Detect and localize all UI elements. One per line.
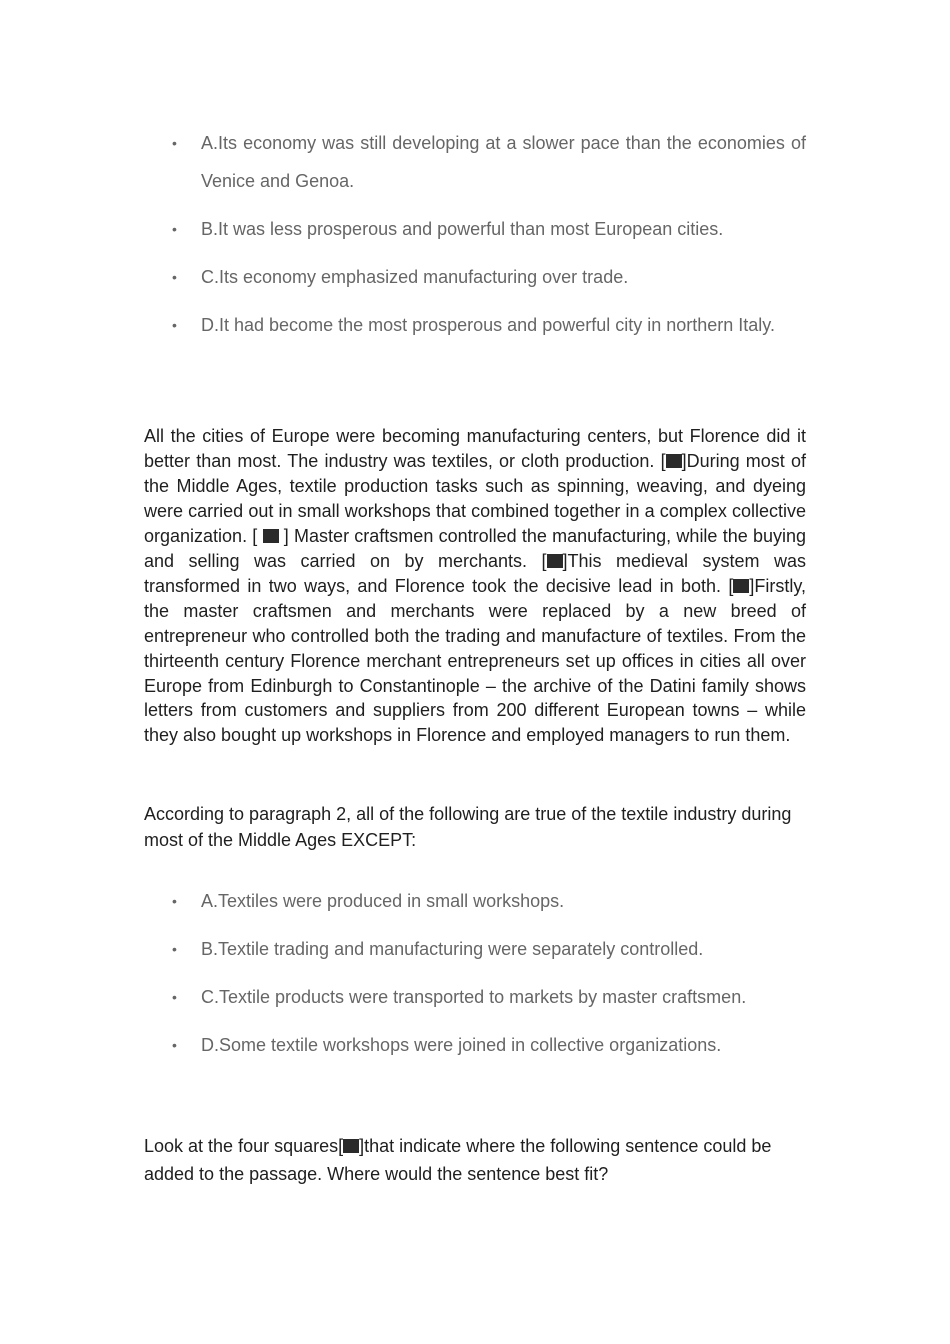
bullet-icon: •	[172, 941, 177, 957]
bullet-icon: •	[172, 317, 177, 333]
square-icon	[343, 1139, 359, 1153]
option-text: A.Its economy was still developing at a slower pace than the economies of Venice and Genoa.	[201, 133, 806, 191]
answer-option-a[interactable]	[144, 882, 806, 920]
passage-text: ]During most of the Middle Ages, textile production tasks such as spinning, weaving, and dyeing were carried out in small workshops that combined together in a complex collective organization. [	[144, 450, 806, 546]
option-text: C.Textile products were transported to markets by master craftsmen.	[201, 987, 747, 1007]
bullet-icon: •	[172, 1037, 177, 1053]
passage-text: ]Firstly, the master craftsmen and merchants were replaced by a new breed of entrepreneur who controlled both the trading and manufacture of textiles. From the thirteenth century Florence merchant entrepreneurs set up offices in cities all over Europe from Edinburgh to Constantinople – the archive of the Datini family shows letters from customers and suppliers from 200 different European towns – while they also bought up workshops in Florence and employed managers to run them.	[144, 575, 806, 746]
insert-square-icon[interactable]	[666, 454, 682, 468]
answer-option-a[interactable]	[144, 124, 806, 200]
bullet-icon: •	[172, 135, 177, 151]
question1-options	[144, 124, 806, 354]
option-text: D.It had become the most prosperous and powerful city in northern Italy.	[201, 315, 775, 335]
option-text: B.It was less prosperous and powerful than most European cities.	[201, 219, 724, 239]
prompt-text: ]that indicate where the following sentence could be added to the passage. Where would the sentence best fit?	[144, 1136, 772, 1184]
answer-option-d[interactable]	[144, 1026, 806, 1064]
option-text: B.Textile trading and manufacturing were separately controlled.	[201, 939, 704, 959]
insert-square-icon[interactable]	[263, 529, 279, 543]
option-text: A.Textiles were produced in small workshops.	[201, 891, 565, 911]
answer-option-c[interactable]	[144, 978, 806, 1016]
passage-paragraph	[144, 424, 806, 748]
bullet-icon: •	[172, 989, 177, 1005]
answer-option-b[interactable]	[144, 210, 806, 248]
bullet-icon: •	[172, 269, 177, 285]
insert-square-icon[interactable]	[547, 554, 563, 568]
option-text: C.Its economy emphasized manufacturing over trade.	[201, 267, 629, 287]
question3-prompt	[144, 1132, 806, 1188]
answer-option-d[interactable]	[144, 306, 806, 344]
bullet-icon: •	[172, 221, 177, 237]
bullet-icon: •	[172, 893, 177, 909]
insert-square-icon[interactable]	[733, 579, 749, 593]
option-text: D.Some textile workshops were joined in collective organizations.	[201, 1035, 722, 1055]
question2-prompt: According to paragraph 2, all of the following are true of the textile industry during most of the Middle Ages EXCEPT:	[144, 804, 792, 850]
passage-text: All the cities of Europe were becoming manufacturing centers, but Florence did it better than most. The industry was textiles, or cloth production. [	[144, 426, 806, 471]
prompt-text: Look at the four squares[	[144, 1136, 344, 1156]
passage-text: ]This medieval system was transformed in two ways, and Florence took the decisive lead in both. [	[144, 550, 806, 596]
question2-options	[144, 882, 806, 1074]
answer-option-c[interactable]	[144, 258, 806, 296]
passage-text: ] Master craftsmen controlled the manufacturing, while the buying and selling was carried on by merchants. [	[144, 525, 806, 571]
answer-option-b[interactable]	[144, 930, 806, 968]
